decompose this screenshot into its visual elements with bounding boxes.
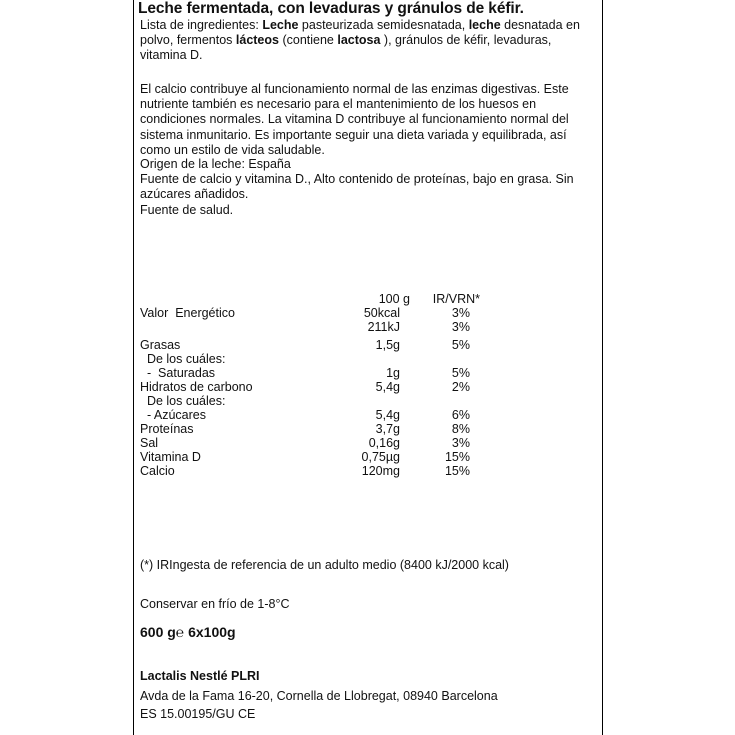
header-per-100g: 100 g [378, 292, 410, 306]
nutrition-row [140, 352, 480, 366]
nutrition-row [140, 338, 480, 352]
company-address: Avda de la Fama 16-20, Cornella de Llobregat, 08940 Barcelona [140, 689, 498, 703]
nutrient-ri-percent: 3% [451, 306, 470, 320]
ingredients-list: Lista de ingredientes: Leche pasteurizada semidesnatada, leche desnatada en polvo, fermentos lácteos (contiene lactosa ), gránulos de kéfir, levaduras, vitamina D. [140, 18, 580, 63]
company-name: Lactalis Nestlé PLRI [140, 669, 260, 683]
nutrition-header [140, 292, 480, 306]
nutrient-ri-percent: 8% [451, 422, 470, 436]
nutrition-row [140, 380, 480, 394]
nutrition-row [140, 366, 480, 380]
health-source: Fuente de salud. [140, 203, 234, 217]
nutrition-row [140, 436, 480, 450]
nutrient-label: Valor Energético [140, 306, 235, 320]
nutrient-ri-percent: 15% [444, 464, 470, 478]
product-title: Leche fermentada, con levaduras y gránulos de kéfir. [138, 0, 524, 17]
nutrient-value: 1,5g [375, 338, 400, 352]
nutrient-label: De los cuáles: [140, 352, 226, 366]
nutrition-row [140, 408, 480, 422]
nutrient-ri-percent: 6% [451, 408, 470, 422]
nutrient-value: 0,16g [368, 436, 400, 450]
milk-origin: Origen de la leche: España [140, 157, 291, 171]
nutrient-label: - Azúcares [140, 408, 206, 422]
nutrient-label: Proteínas [140, 422, 194, 436]
nutrient-ri-percent: 5% [451, 338, 470, 352]
nutrient-label: Hidratos de carbono [140, 380, 253, 394]
nutrition-row [140, 394, 480, 408]
nutrition-row [140, 450, 480, 464]
nutrition-row [140, 464, 480, 478]
nutrient-label: Grasas [140, 338, 181, 352]
net-weight: 600 g℮ 6x100g [140, 624, 236, 640]
ri-footnote: (*) IRIngesta de referencia de un adulto medio (8400 kJ/2000 kcal) [140, 558, 509, 572]
nutrient-value: 5,4g [375, 408, 400, 422]
nutrition-row [140, 422, 480, 436]
storage-instructions: Conservar en frío de 1-8°C [140, 597, 290, 611]
nutrient-ri-percent: 5% [451, 366, 470, 380]
nutrient-label: Sal [140, 436, 159, 450]
nutrient-value: 211kJ [367, 320, 400, 334]
nutrient-value: 50kcal [363, 306, 400, 320]
nutrient-label: Vitamina D [140, 450, 201, 464]
nutrient-ri-percent: 3% [451, 436, 470, 450]
nutrient-label: - Saturadas [140, 366, 216, 380]
nutrient-value: 5,4g [375, 380, 400, 394]
health-claims: El calcio contribuye al funcionamiento normal de las enzimas digestivas. Este nutriente también es necesario para el mantenimiento de los huesos en condiciones normales. La vitamina D contribuye al funcionamiento normal del sistema inmunitario. Es importante seguir una dieta variada y equilibrada, así como un estilo de vida saludable. [140, 82, 569, 157]
nutrient-ri-percent: 15% [444, 450, 470, 464]
nutrient-ri-percent: 2% [451, 380, 470, 394]
nutrient-label: Calcio [140, 464, 175, 478]
nutrient-value: 0,75µg [361, 450, 400, 464]
nutrient-label: De los cuáles: [140, 394, 226, 408]
nutrition-row [140, 320, 480, 334]
nutrition-claims: Fuente de calcio y vitamina D., Alto contenido de proteínas, bajo en grasa. Sin azúcares añadidos. [140, 172, 574, 202]
nutrient-value: 3,7g [375, 422, 400, 436]
nutrient-value: 1g [386, 366, 400, 380]
nutrient-value: 120mg [361, 464, 400, 478]
header-ri: IR/VRN* [432, 292, 480, 306]
nutrient-ri-percent: 3% [451, 320, 470, 334]
registry-number: ES 15.00195/GU CE [140, 707, 256, 721]
nutrition-row [140, 306, 480, 320]
